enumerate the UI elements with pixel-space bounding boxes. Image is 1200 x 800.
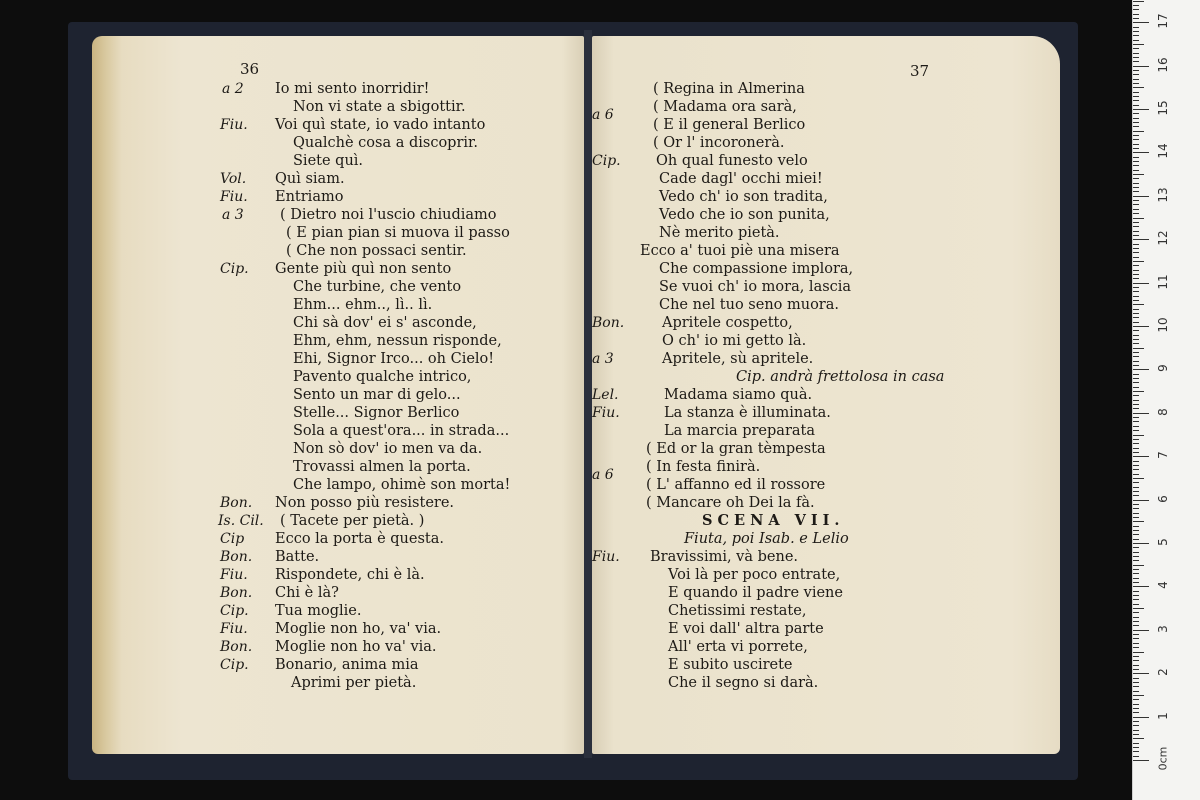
ruler-tick xyxy=(1133,500,1149,501)
verse-line: Bravissimi, và bene. xyxy=(650,549,799,565)
ruler-tick xyxy=(1133,395,1139,396)
verse-line: Non sò dov' io men va da. xyxy=(293,441,483,457)
verse-line: Chetissimi restate, xyxy=(668,603,807,619)
ruler-number: 8 xyxy=(1156,407,1170,416)
ruler-tick xyxy=(1133,595,1139,596)
speaker-label: Is. Cil. xyxy=(218,513,264,529)
ruler-tick xyxy=(1133,57,1139,58)
verse-line: Io mi sento inorridir! xyxy=(275,81,430,97)
ruler-tick xyxy=(1133,105,1139,106)
ruler-tick xyxy=(1133,682,1139,683)
speaker-label: Cip. xyxy=(220,657,249,673)
verse-line: ( Dietro noi l'uscio chiudiamo xyxy=(280,207,497,223)
ruler-tick xyxy=(1133,478,1144,479)
ruler-tick xyxy=(1133,695,1144,696)
ruler-tick xyxy=(1133,239,1149,240)
ruler-tick xyxy=(1133,591,1139,592)
ruler-tick xyxy=(1133,578,1139,579)
ruler-tick xyxy=(1133,717,1149,718)
ruler-tick xyxy=(1133,218,1144,219)
ruler-tick xyxy=(1133,756,1139,757)
verse-line: ( Che non possaci sentir. xyxy=(286,243,467,259)
ruler-tick xyxy=(1133,638,1139,639)
ruler-tick xyxy=(1133,417,1139,418)
ruler-tick xyxy=(1133,313,1139,314)
ruler-tick xyxy=(1133,226,1139,227)
ruler-tick xyxy=(1133,139,1139,140)
ruler-tick xyxy=(1133,79,1139,80)
verse-line: E voi dall' altra parte xyxy=(668,621,824,637)
verse-line: La marcia preparata xyxy=(664,423,815,439)
verse-line: Ehi, Signor Irco... oh Cielo! xyxy=(293,351,495,367)
ruler-tick xyxy=(1133,87,1144,88)
ruler-tick xyxy=(1133,174,1144,175)
ruler-tick xyxy=(1133,44,1144,45)
ruler-tick xyxy=(1133,708,1139,709)
ruler-tick xyxy=(1133,448,1139,449)
ruler-tick xyxy=(1133,604,1139,605)
ruler-tick xyxy=(1133,31,1139,32)
ruler-tick xyxy=(1133,283,1149,284)
verse-line: Non posso più resistere. xyxy=(275,495,455,511)
speaker-label: Fiu. xyxy=(592,549,620,565)
ruler-number: 1 xyxy=(1156,711,1170,720)
ruler-tick xyxy=(1133,599,1139,600)
speaker-label: Bon. xyxy=(220,639,253,655)
ruler-tick xyxy=(1133,14,1139,15)
ruler-tick xyxy=(1133,148,1139,149)
verse-line: ( Madama ora sarà, xyxy=(653,99,797,115)
ruler-tick xyxy=(1133,165,1139,166)
verse-line: Apritele, sù apritele. xyxy=(662,351,814,367)
verse-line: ( Or l' incoronerà. xyxy=(653,135,785,151)
verse-line: Moglie non ho va' via. xyxy=(275,639,437,655)
speaker-label: Fiu. xyxy=(592,405,620,421)
verse-line: Qualchè cosa a discoprir. xyxy=(293,135,478,151)
ruler-tick xyxy=(1133,339,1139,340)
ruler-tick xyxy=(1133,131,1144,132)
verse-line: ( Tacete per pietà. ) xyxy=(280,513,425,529)
ruler-tick xyxy=(1133,482,1139,483)
verse-line: Voi là per poco entrate, xyxy=(668,567,841,583)
speaker-label: a 3 xyxy=(222,207,244,223)
verse-line: Gente più quì non sento xyxy=(275,261,452,277)
ruler-tick xyxy=(1133,712,1139,713)
verse-line: Trovassi almen la porta. xyxy=(293,459,471,475)
ruler-number: 15 xyxy=(1156,100,1170,116)
verse-line: Sento un mar di gelo... xyxy=(293,387,461,403)
verse-line: Chi sà dov' ei s' asconde, xyxy=(293,315,477,331)
page-number-left: 36 xyxy=(240,60,260,78)
speaker-label: Cip. xyxy=(592,153,621,169)
ruler-unit-label: 0cm xyxy=(1156,746,1170,771)
ruler-number: 5 xyxy=(1156,538,1170,546)
ruler-tick xyxy=(1133,22,1149,23)
ruler-tick xyxy=(1133,730,1139,731)
scene-heading: SCENA VII. xyxy=(702,512,845,529)
speaker-label: Lel. xyxy=(592,387,619,403)
verse-line: Vedo ch' io son tradita, xyxy=(659,189,828,205)
speaker-label: Fiu. xyxy=(220,621,248,637)
ruler-tick xyxy=(1133,74,1139,75)
verse-line: Che il segno si darà. xyxy=(668,675,819,691)
verse-line: Tua moglie. xyxy=(275,603,362,619)
ruler-tick xyxy=(1133,100,1139,101)
speaker-label: a 6 xyxy=(592,467,614,483)
verse-line: Sola a quest'ora... in strada... xyxy=(293,423,510,439)
verse-line: Siete quì. xyxy=(293,153,364,169)
ruler-number: 3 xyxy=(1156,624,1170,633)
ruler-tick xyxy=(1133,204,1139,205)
verse-line: Ecco la porta è questa. xyxy=(275,531,444,547)
ruler-tick xyxy=(1133,244,1139,245)
ruler-tick xyxy=(1133,738,1144,739)
ruler-number: 17 xyxy=(1156,13,1170,29)
ruler-tick xyxy=(1133,374,1139,375)
ruler-number: 4 xyxy=(1156,581,1170,590)
ruler-tick xyxy=(1133,187,1139,188)
ruler-tick xyxy=(1133,413,1149,414)
ruler-tick xyxy=(1133,625,1139,626)
verse-line: Moglie non ho, va' via. xyxy=(275,621,442,637)
ruler-tick xyxy=(1133,126,1139,127)
verse-line: ( L' affanno ed il rossore xyxy=(646,477,826,493)
ruler-tick xyxy=(1133,18,1139,19)
ruler-tick xyxy=(1133,582,1139,583)
ruler-tick xyxy=(1133,612,1139,613)
ruler-tick xyxy=(1133,27,1139,28)
ruler-tick xyxy=(1133,343,1139,344)
ruler-number: 6 xyxy=(1156,494,1170,503)
verse-line: Batte. xyxy=(275,549,320,565)
ruler-tick xyxy=(1133,378,1139,379)
ruler-tick xyxy=(1133,760,1149,761)
verse-line: Ehm, ehm, nessun risponde, xyxy=(293,333,502,349)
speaker-label: a 6 xyxy=(592,107,614,123)
ruler-tick xyxy=(1133,452,1139,453)
ruler-tick xyxy=(1133,387,1139,388)
verse-line: Bonario, anima mia xyxy=(275,657,419,673)
speaker-label: Bon. xyxy=(220,549,253,565)
ruler-tick xyxy=(1133,556,1139,557)
ruler-tick xyxy=(1133,617,1139,618)
verse-line: E subito uscirete xyxy=(668,657,793,673)
verse-line: Entriamo xyxy=(275,189,344,205)
ruler-tick xyxy=(1133,647,1139,648)
verse-line: Che lampo, ohimè son morta! xyxy=(293,477,511,493)
ruler-tick xyxy=(1133,152,1149,153)
verse-line: Che turbine, che vento xyxy=(293,279,462,295)
ruler-tick xyxy=(1133,430,1139,431)
ruler-tick xyxy=(1133,552,1139,553)
ruler-tick xyxy=(1133,170,1139,171)
ruler-tick xyxy=(1133,699,1139,700)
ruler-tick xyxy=(1133,734,1139,735)
verse-line: Voi quì state, io vado intanto xyxy=(275,117,486,133)
ruler-tick xyxy=(1133,365,1139,366)
ruler-tick xyxy=(1133,691,1139,692)
ruler-tick xyxy=(1133,113,1139,114)
verse-line: Cade dagl' occhi miei! xyxy=(659,171,823,187)
verse-line: ( Ed or la gran tèmpesta xyxy=(646,441,826,457)
ruler-tick xyxy=(1133,656,1139,657)
ruler-tick xyxy=(1133,356,1139,357)
ruler-tick xyxy=(1133,157,1139,158)
verse-line: Che compassione implora, xyxy=(659,261,854,277)
verse-line: Quì siam. xyxy=(275,171,345,187)
ruler-number: 11 xyxy=(1156,273,1170,290)
ruler-tick xyxy=(1133,747,1139,748)
ruler-tick xyxy=(1133,92,1139,93)
verse-line: Chi è là? xyxy=(275,585,339,601)
ruler-tick xyxy=(1133,404,1139,405)
speaker-label: Bon. xyxy=(220,495,253,511)
ruler-tick xyxy=(1133,391,1144,392)
verse-line: All' erta vi porrete, xyxy=(668,639,808,655)
ruler-tick xyxy=(1133,586,1149,587)
ruler-tick xyxy=(1133,508,1139,509)
verse-line: Se vuoi ch' io mora, lascia xyxy=(659,279,852,295)
ruler-tick xyxy=(1133,443,1139,444)
ruler-tick xyxy=(1133,118,1139,119)
speaker-label: Bon. xyxy=(220,585,253,601)
ruler-tick xyxy=(1133,222,1139,223)
verse-line: ( In festa finirà. xyxy=(646,459,761,475)
ruler-tick xyxy=(1133,573,1139,574)
right-page xyxy=(592,36,1060,754)
ruler-tick xyxy=(1133,317,1139,318)
speaker-label: Cip. xyxy=(220,603,249,619)
ruler-tick xyxy=(1133,178,1139,179)
ruler-tick xyxy=(1133,257,1139,258)
ruler-tick xyxy=(1133,200,1139,201)
ruler-tick xyxy=(1133,261,1144,262)
ruler-tick xyxy=(1133,530,1139,531)
ruler-tick xyxy=(1133,196,1149,197)
ruler-tick xyxy=(1133,456,1149,457)
ruler-number: 13 xyxy=(1156,187,1170,203)
ruler-tick xyxy=(1133,40,1139,41)
ruler-tick xyxy=(1133,652,1144,653)
ruler-number: 10 xyxy=(1156,317,1170,333)
ruler-tick xyxy=(1133,96,1139,97)
ruler-tick xyxy=(1133,274,1139,275)
ruler-tick xyxy=(1133,335,1139,336)
ruler-tick xyxy=(1133,686,1139,687)
verse-line: Apritele cospetto, xyxy=(662,315,793,331)
ruler-tick xyxy=(1133,209,1139,210)
verse-line: Oh qual funesto velo xyxy=(656,153,808,169)
ruler-tick xyxy=(1133,1,1144,2)
ruler-tick xyxy=(1133,352,1139,353)
ruler-tick xyxy=(1133,660,1139,661)
ruler-tick xyxy=(1133,183,1139,184)
measurement-ruler xyxy=(1132,0,1200,800)
ruler-tick xyxy=(1133,539,1139,540)
ruler-tick xyxy=(1133,560,1139,561)
ruler-tick xyxy=(1133,725,1139,726)
verse-line: Stelle... Signor Berlico xyxy=(293,405,460,421)
ruler-tick xyxy=(1133,83,1139,84)
verse-line: ( Regina in Almerina xyxy=(653,81,805,97)
ruler-tick xyxy=(1133,66,1149,67)
ruler-tick xyxy=(1133,751,1139,752)
ruler-tick xyxy=(1133,526,1139,527)
page-number-right: 37 xyxy=(910,62,930,80)
ruler-tick xyxy=(1133,287,1139,288)
ruler-tick xyxy=(1133,608,1144,609)
verse-line: ( Mancare oh Dei la fà. xyxy=(646,495,815,511)
ruler-tick xyxy=(1133,70,1139,71)
ruler-number: 7 xyxy=(1156,451,1170,460)
verse-line: Ecco a' tuoi piè una misera xyxy=(640,243,840,259)
ruler-tick xyxy=(1133,634,1139,635)
ruler-tick xyxy=(1133,491,1139,492)
ruler-tick xyxy=(1133,278,1139,279)
ruler-tick xyxy=(1133,265,1139,266)
ruler-number: 14 xyxy=(1156,143,1170,160)
ruler-tick xyxy=(1133,35,1139,36)
verse-line: ( E pian pian si muova il passo xyxy=(286,225,510,241)
verse-line: Non vi state a sbigottir. xyxy=(293,99,466,115)
ruler-tick xyxy=(1133,517,1139,518)
ruler-tick xyxy=(1133,408,1139,409)
left-page xyxy=(92,36,584,754)
verse-line: Aprimi per pietà. xyxy=(291,675,417,691)
ruler-tick xyxy=(1133,213,1139,214)
speaker-label: Fiu. xyxy=(220,117,248,133)
ruler-tick xyxy=(1133,469,1139,470)
ruler-tick xyxy=(1133,669,1139,670)
ruler-tick xyxy=(1133,643,1139,644)
ruler-tick xyxy=(1133,248,1139,249)
ruler-tick xyxy=(1133,721,1139,722)
verse-line: La stanza è illuminata. xyxy=(664,405,831,421)
ruler-tick xyxy=(1133,435,1144,436)
book-gutter xyxy=(584,30,592,758)
ruler-tick xyxy=(1133,369,1149,370)
speaker-label: Cip xyxy=(220,531,245,547)
speaker-label: Bon. xyxy=(592,315,625,331)
ruler-tick xyxy=(1133,630,1149,631)
ruler-tick xyxy=(1133,704,1139,705)
ruler-tick xyxy=(1133,309,1139,310)
verse-line: Pavento qualche intrico, xyxy=(293,369,472,385)
verse-line: Vedo che io son punita, xyxy=(659,207,830,223)
ruler-tick xyxy=(1133,348,1144,349)
ruler-tick xyxy=(1133,291,1139,292)
ruler-tick xyxy=(1133,673,1149,674)
ruler-tick xyxy=(1133,565,1144,566)
ruler-tick xyxy=(1133,547,1139,548)
speaker-label: a 3 xyxy=(592,351,614,367)
ruler-tick xyxy=(1133,144,1139,145)
speaker-label: Vol. xyxy=(220,171,247,187)
ruler-tick xyxy=(1133,504,1139,505)
ruler-tick xyxy=(1133,743,1139,744)
ruler-tick xyxy=(1133,665,1139,666)
speaker-label: Fiu. xyxy=(220,567,248,583)
speaker-label: Cip. xyxy=(220,261,249,277)
ruler-tick xyxy=(1133,304,1144,305)
ruler-tick xyxy=(1133,465,1139,466)
ruler-tick xyxy=(1133,474,1139,475)
ruler-tick xyxy=(1133,361,1139,362)
ruler-tick xyxy=(1133,461,1139,462)
ruler-tick xyxy=(1133,135,1139,136)
ruler-tick xyxy=(1133,53,1139,54)
ruler-tick xyxy=(1133,252,1139,253)
ruler-tick xyxy=(1133,61,1139,62)
ruler-tick xyxy=(1133,439,1139,440)
ruler-number: 9 xyxy=(1156,364,1170,373)
verse-line: Nè merito pietà. xyxy=(659,225,780,241)
ruler-tick xyxy=(1133,270,1139,271)
verse-line: Madama siamo quà. xyxy=(664,387,813,403)
ruler-tick xyxy=(1133,109,1149,110)
ruler-tick xyxy=(1133,326,1149,327)
verse-line: O ch' io mi getto là. xyxy=(662,333,807,349)
ruler-tick xyxy=(1133,191,1139,192)
ruler-tick xyxy=(1133,300,1139,301)
verse-line: Che nel tuo seno muora. xyxy=(659,297,839,313)
ruler-tick xyxy=(1133,382,1139,383)
ruler-tick xyxy=(1133,521,1144,522)
ruler-tick xyxy=(1133,678,1139,679)
ruler-tick xyxy=(1133,322,1139,323)
ruler-tick xyxy=(1133,9,1139,10)
stage-direction: Cip. andrà frettolosa in casa xyxy=(736,369,945,385)
ruler-tick xyxy=(1133,543,1149,544)
ruler-tick xyxy=(1133,495,1139,496)
ruler-tick xyxy=(1133,5,1139,6)
verse-line: ( E il general Berlico xyxy=(653,117,806,133)
ruler-tick xyxy=(1133,400,1139,401)
ruler-tick xyxy=(1133,421,1139,422)
ruler-tick xyxy=(1133,487,1139,488)
ruler-tick xyxy=(1133,122,1139,123)
ruler-tick xyxy=(1133,296,1139,297)
stage-direction: Fiuta, poi Isab. e Lelio xyxy=(684,531,849,547)
speaker-label: Fiu. xyxy=(220,189,248,205)
ruler-number: 16 xyxy=(1156,56,1170,73)
ruler-number: 2 xyxy=(1156,668,1170,677)
ruler-tick xyxy=(1133,426,1139,427)
ruler-tick xyxy=(1133,235,1139,236)
ruler-tick xyxy=(1133,621,1139,622)
ruler-number: 12 xyxy=(1156,230,1170,246)
verse-line: Rispondete, chi è là. xyxy=(275,567,425,583)
verse-line: Ehm... ehm.., lì.. lì. xyxy=(293,297,433,313)
ruler-tick xyxy=(1133,231,1139,232)
ruler-tick xyxy=(1133,569,1139,570)
ruler-tick xyxy=(1133,161,1139,162)
ruler-tick xyxy=(1133,513,1139,514)
ruler-tick xyxy=(1133,330,1139,331)
ruler-tick xyxy=(1133,534,1139,535)
speaker-label: a 2 xyxy=(222,81,244,97)
verse-line: E quando il padre viene xyxy=(668,585,843,601)
ruler-tick xyxy=(1133,48,1139,49)
